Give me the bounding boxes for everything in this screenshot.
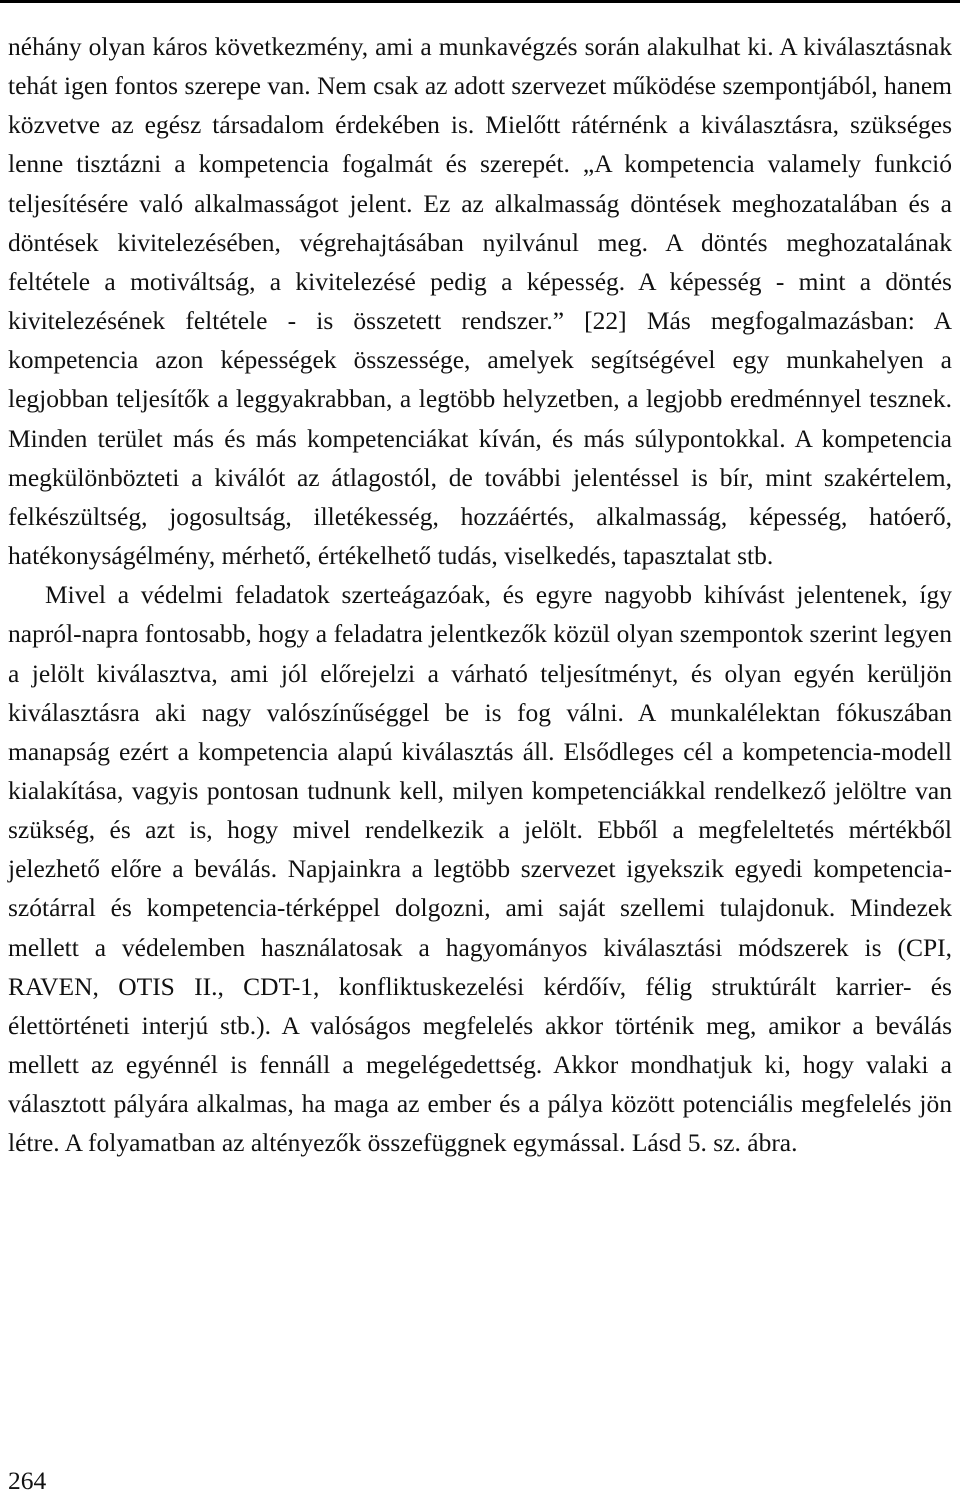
body-text: [8, 27, 952, 1163]
paragraph-1: néhány olyan káros következmény, ami a munkavégzés során alakulhat ki. A kiválasztásnak tehát igen fontos szerepe van. Nem csak az adott szervezet működése szempontjából, hanem közvetve az egész társadalom érdekében is. Mielőtt rátérnénk a kiválasztásra, szükséges lenne tisztázni a kompetencia fogalmát és szerepét. „A kompetencia valamely funkció teljesítésére való alkalmasságot jelent. Ez az alkalmasság döntések meghozatalában és a döntések kivitelezésében, végrehajtásában nyilvánul meg. A döntés meghozatalának feltétele a motiváltság, a kivitelezésé pedig a képesség. A képesség - mint a döntés kivitelezésének feltétele - is összetett rendszer.” [22] Más megfogalmazásban: A kompetencia azon képességek összessége, amelyek segítségével egy munkahelyen a legjobban teljesítők a leggyakrabban, a legtöbb helyzetben, a legjobb eredménnyel tesznek. Minden terület más és más kompetenciákat kíván, és más súlypontokkal. A kompetencia megkülönbözteti a kiválót az átlagostól, de további jelentéssel is bír, mint szakértelem, felkészültség, jogosultság, illetékesség, hozzáértés, alkalmasság, képesség, hatóerő, hatékonyságélmény, mérhető, értékelhető tudás, viselkedés, tapasztalat stb.: [8, 32, 952, 571]
paragraph-2: Mivel a védelmi feladatok szerteágazóak, és egyre nagyobb kihívást jelentenek, így napról-napra fontosabb, hogy a feladatra jelentkezők közül olyan szempontok szerint legyen a jelölt kiválasztva, ami jól előrejelzi a várható teljesítményt, és olyan egyén kerüljön kiválasztásra aki nagy valószínűséggel be is fog válni. A munkalélektan fókuszában manapság ezért a kompetencia alapú kiválasztás áll. Elsődleges cél a kompetencia-modell kialakítása, vagyis pontosan tudnunk kell, milyen kompetenciákkal rendelkező jelöltre van szükség, és azt is, hogy mivel rendelkezik a jelölt. Ebből a megfeleltetés mértékből jelezhető előre a beválás. Napjainkra a legtöbb szervezet igyekszik egyedi kompetencia-szótárral és kompetencia-térképpel dolgozni, ami saját szellemi tulajdonuk. Mindezek mellett a védelemben használatosak a hagyományos kiválasztási módszerek is (CPI, RAVEN, OTIS II., CDT-1, konfliktuskezelési kérdőív, félig struktúrált karrier- és élettörténeti interjú stb.). A valóságos megfelelés akkor történik meg, amikor a beválás mellett az egyénnél is fennáll a megelégedettség. Akkor mondhatjuk ki, hogy valaki a választott pályára alkalmas, ha maga az ember és a pálya között potenciális megfelelés jön létre. A folyamatban az altényezők összefüggnek egymással. Lásd 5. sz. ábra.: [8, 580, 952, 1158]
page-number: 264: [8, 1466, 47, 1495]
top-rule: [0, 0, 960, 3]
